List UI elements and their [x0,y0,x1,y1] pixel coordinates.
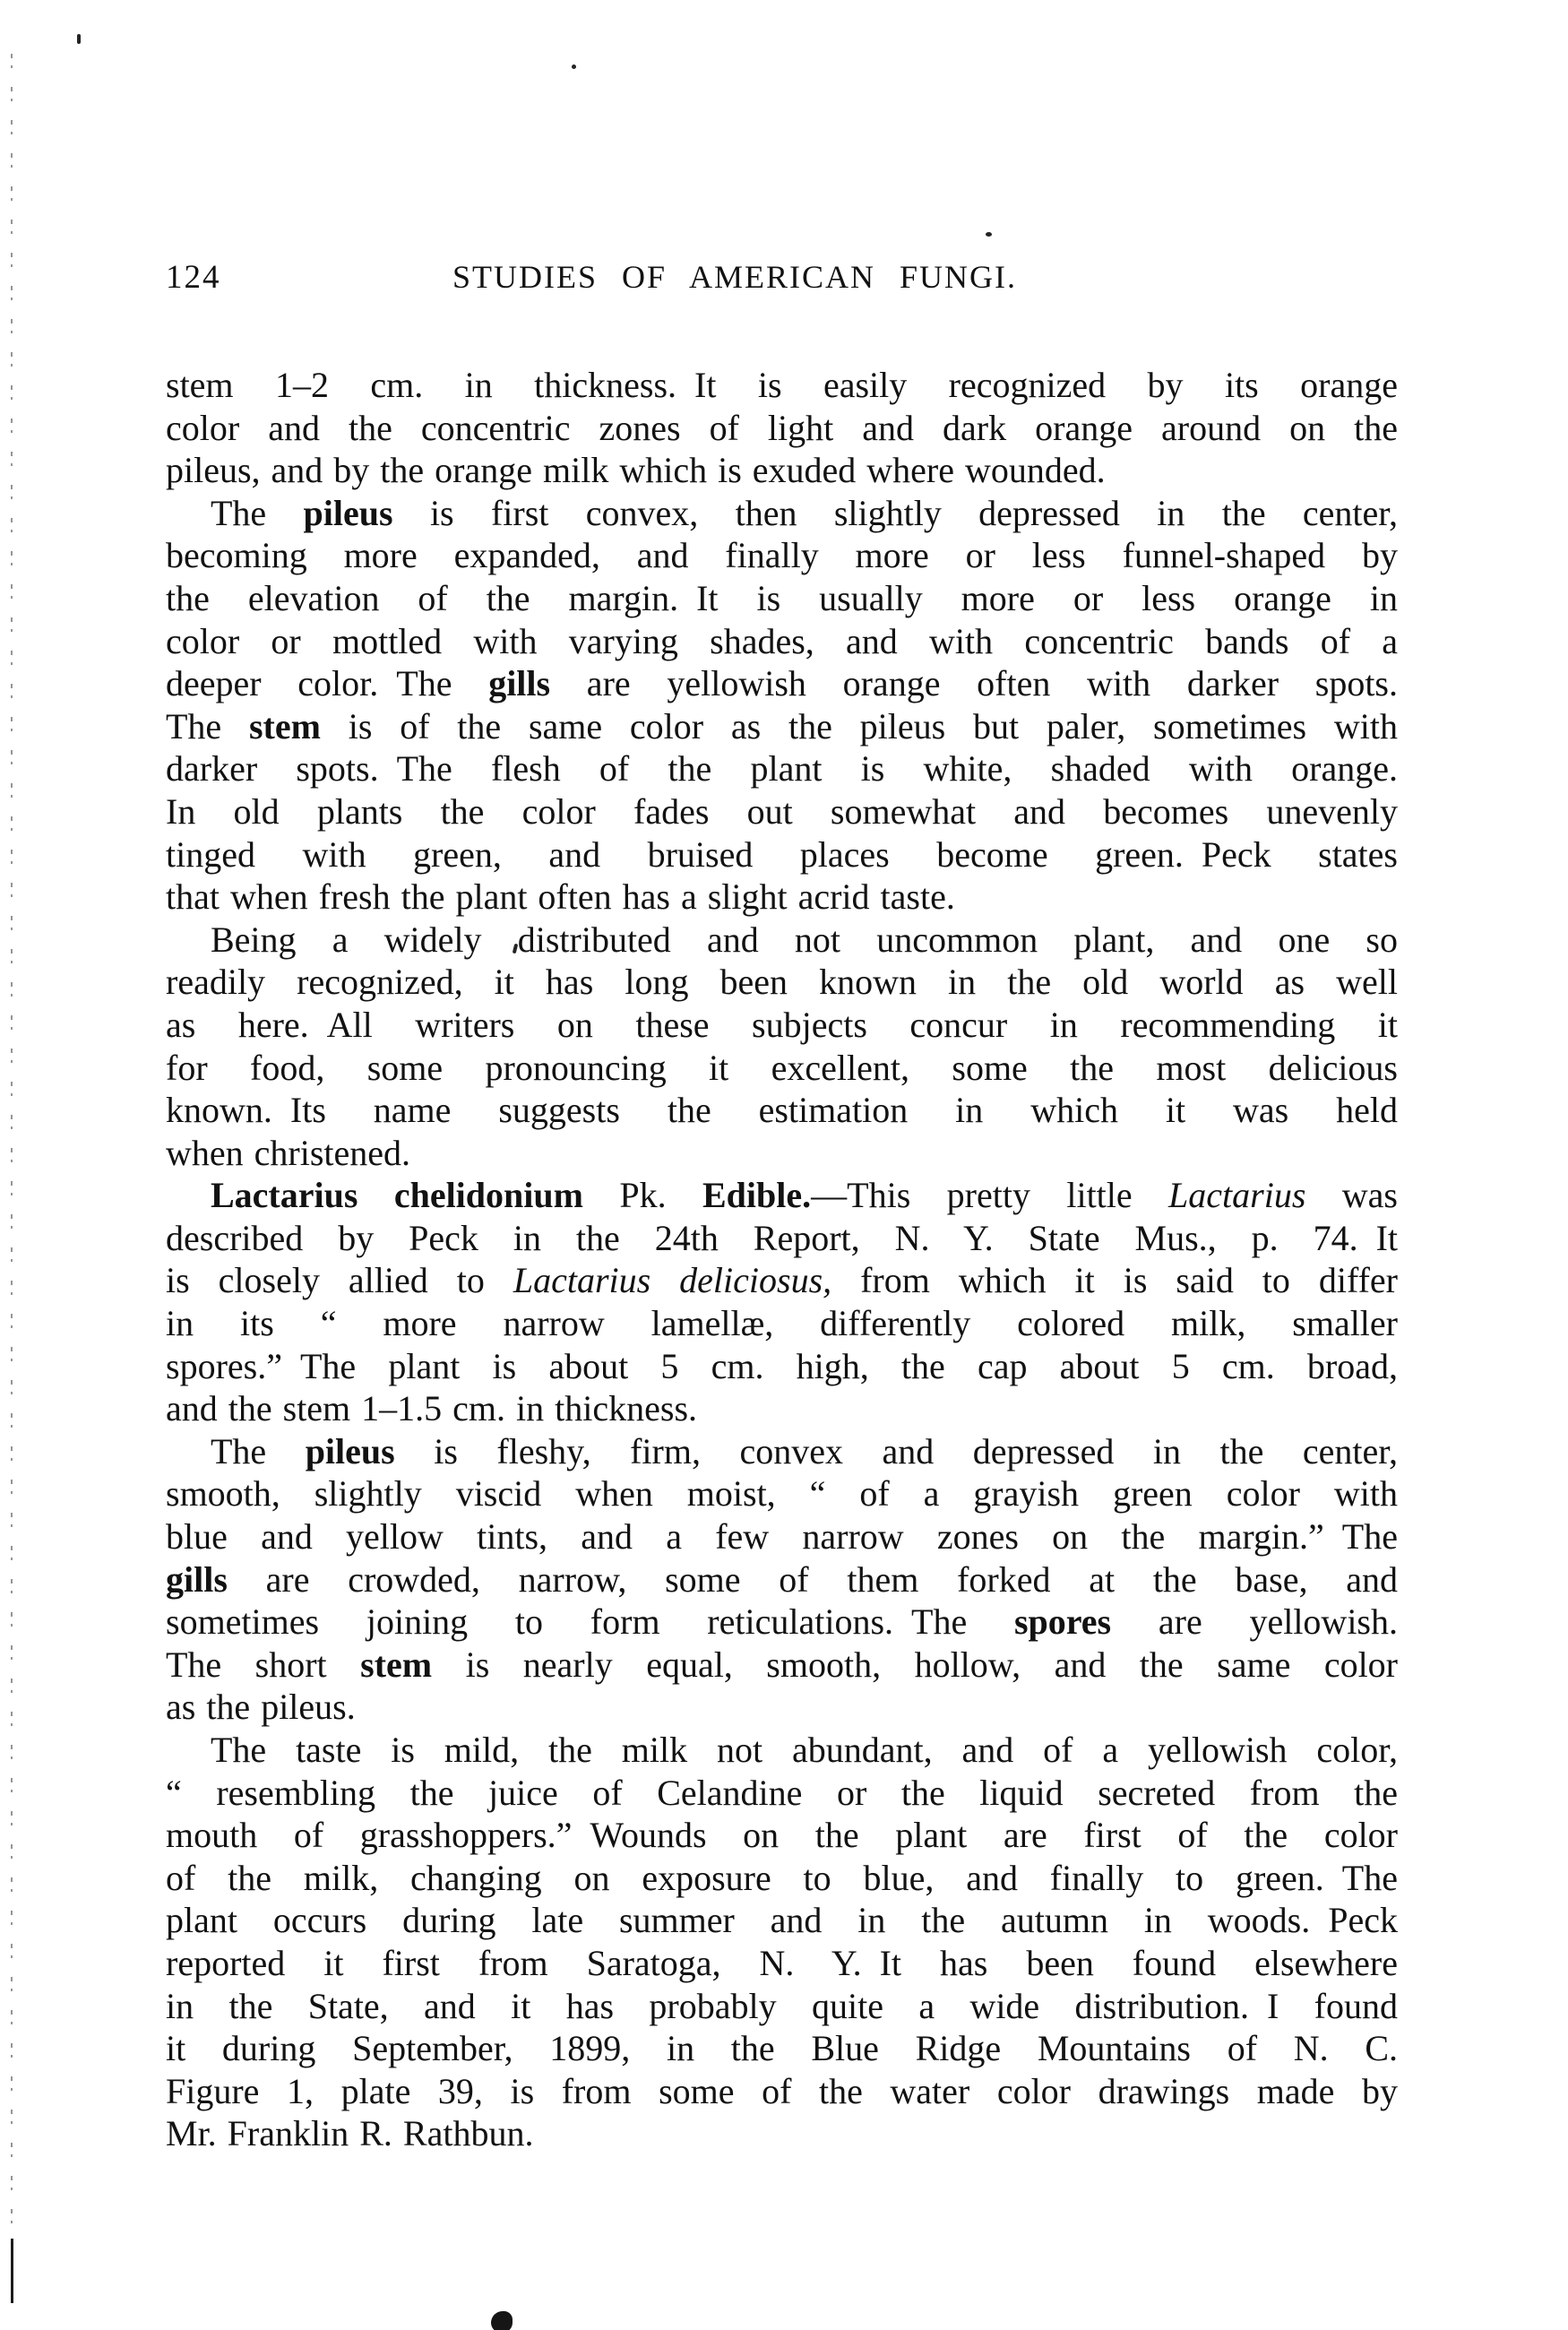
text-line: mouth of grasshoppers.” Wounds on the plant are first of the color [166,1815,1398,1856]
text-line: spores.” The plant is about 5 cm. high, the cap about 5 cm. broad, [166,1345,1398,1386]
text-line: The pileus is first convex, then slightly depressed in the center, [211,492,1399,533]
text-line: deeper color. The gills are yellowish orange often with darker spots. [166,663,1398,704]
scan-speck [77,34,81,44]
text-line: described by Peck in the 24th Report, N. Y. State Mus., p. 74. It [166,1217,1398,1258]
running-head [166,258,1398,303]
text-line: and the stem 1–1.5 cm. in thickness. [166,1388,698,1429]
scan-speck [986,232,992,237]
text-line: of the milk, changing on exposure to blue, and finally to green. The [166,1857,1398,1898]
text-line: darker spots. The flesh of the plant is white, shaded with orange. [166,748,1398,790]
text-line: In old plants the color fades out somewhat and becomes unevenly [166,790,1398,832]
body-text [166,364,1398,2155]
text-line: readily recognized, it has long been known in the old world as well [166,962,1398,1003]
text-line: The pileus is fleshy, firm, convex and depressed in the center, [211,1430,1398,1471]
text-line: blue and yellow tints, and a few narrow zones on the margin.” The [166,1516,1398,1558]
text-line: smooth, slightly viscid when moist, “ of a grayish green color with [166,1473,1398,1514]
text-line: color and the concentric zones of light and dark orange around on the [166,407,1398,448]
text-line: The taste is mild, the milk not abundant, and of a yellowish color, [211,1730,1398,1770]
scan-edge-line-segment [11,2239,13,2303]
scan-speck [572,65,576,69]
text-line: for food, some pronouncing it excellent, some the most delicious [166,1047,1398,1088]
text-line: when christened. [166,1132,411,1173]
text-line: Mr. Franklin R. Rathbun. [166,2113,534,2154]
text-line: in its “ more narrow lamellæ, differently colored milk, smaller [166,1303,1398,1344]
text-line: color or mottled with varying shades, and with concentric bands of a [166,620,1398,661]
text-line: gills are crowded, narrow, some of them forked at the base, and [166,1558,1398,1600]
text-line: as here. All writers on these subjects concur in recommending it [166,1004,1398,1045]
text-line: Lactarius chelidonium Pk. Edible.—This pretty little Lactarius was [211,1175,1398,1216]
text-line: The short stem is nearly equal, smooth, hollow, and the same color [166,1644,1399,1685]
text-line: stem 1–2 cm. in thickness. It is easily recognized by its orange [166,365,1398,405]
text-line: that when fresh the plant often has a slight acrid taste. [166,876,955,918]
text-line: the elevation of the margin. It is usually more or less orange in [166,577,1398,618]
text-line: known. Its name suggests the estimation in which it was held [166,1090,1398,1131]
page-number: 124 [166,259,221,296]
text-line: is closely allied to Lactarius deliciosus, from which it is said to differ [166,1260,1398,1301]
scan-ink-blot [491,2311,513,2330]
text-line: pileus, and by the orange milk which is exuded where wounded. [166,450,1106,491]
text-line: it during September, 1899, in the Blue Ridge Mountains of N. C. [166,2028,1398,2069]
running-title: STUDIES OF AMERICAN FUNGI. [452,259,1018,295]
text-line: Being a widely distributed and not uncommon plant, and one so [211,919,1398,960]
scan-edge-line [11,54,13,2276]
text-line: reported it first from Saratoga, N. Y. It has been found elsewhere [166,1942,1398,1983]
text-line: “ resembling the juice of Celandine or the liquid secreted from the [166,1772,1398,1813]
text-line: becoming more expanded, and finally more or less funnel-shaped by [166,535,1398,576]
text-line: plant occurs during late summer and in the autumn in woods. Peck [166,1900,1398,1941]
text-line: in the State, and it has probably quite a wide distribution. I found [166,1985,1398,2026]
text-line: tinged with green, and bruised places become green. Peck states [166,833,1398,875]
text-line: Figure 1, plate 39, is from some of the water color drawings made by [166,2070,1398,2111]
text-line: The stem is of the same color as the pileus but paler, sometimes with [166,705,1399,746]
text-line: as the pileus. [166,1687,356,1728]
text-line: sometimes joining to form reticulations. The spores are yellowish. [166,1601,1398,1643]
